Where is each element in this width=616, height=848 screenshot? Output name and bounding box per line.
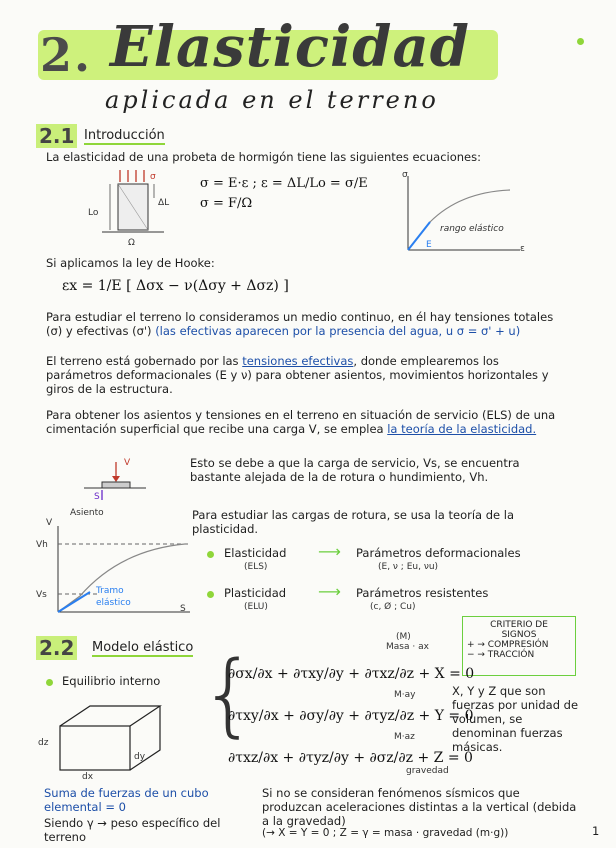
probeta-omega: Ω: [128, 238, 135, 248]
accel-ay: M·ay: [394, 690, 416, 700]
probeta-sigma: σ: [150, 172, 156, 182]
elasticity-code: (ELS): [244, 562, 268, 572]
hooke-equation: εx = 1/E [ Δσx − ν(Δσy + Δσz) ]: [62, 278, 289, 294]
sign-criterion-box: CRITERIO DE SIGNOS + → COMPRESIÓN − → TRACCIÓN: [462, 616, 576, 676]
gravity-note: gravedad: [406, 766, 449, 776]
stress-strain-graph: [400, 170, 530, 255]
page-number: 1: [592, 824, 600, 838]
bullet-dot: [207, 591, 214, 598]
arrow-right-icon: ⟶: [318, 542, 341, 561]
graph2-x-label: S: [180, 604, 186, 614]
graph2-vs-label: Vs: [36, 590, 47, 600]
section-number: 2.2: [36, 636, 77, 660]
plasticity-result: Parámetros resistentes: [356, 586, 489, 600]
section-title: Modelo elástico: [92, 640, 194, 655]
stress-equation: σ = F/Ω: [200, 196, 253, 211]
service-paragraph: Para obtener los asientos y tensiones en el terreno en situación de servicio (ELS) de una cimentación superficial que recibe una carga V, se emplea la teoría de la elasticidad.: [46, 408, 556, 436]
accel-az: M·az: [394, 732, 415, 742]
elemental-cube: [46, 700, 176, 784]
intro-paragraph: La elasticidad de una probeta de hormigón tiene las siguientes ecuaciones:: [46, 150, 481, 164]
equilibrium-equation-x: ∂σx/∂x + ∂τxy/∂y + ∂τxz/∂z + X = 0: [228, 666, 475, 682]
hooke-intro: Si aplicamos la ley de Hooke:: [46, 256, 215, 270]
graph1-e-label: E: [426, 240, 432, 250]
chapter-number: 2.: [40, 28, 93, 82]
graph1-y-label: σ: [402, 170, 408, 180]
decorative-dot: [577, 38, 584, 45]
section-title: Introducción: [84, 128, 165, 143]
arrow-right-icon: ⟶: [318, 582, 341, 601]
equilibrium-equation-z: ∂τxz/∂x + ∂τyz/∂y + ∂σz/∂z + Z = 0: [228, 750, 473, 766]
probeta-dl: ΔL: [158, 198, 170, 208]
graph2-y-label: V: [46, 518, 53, 528]
chapter-subtitle: aplicada en el terreno: [105, 86, 439, 114]
brace: {: [200, 642, 258, 747]
equilibrium-equation-y: ∂τxy/∂x + ∂σy/∂y + ∂τyz/∂z + Y = 0: [228, 708, 474, 724]
bullet-dot: [207, 551, 214, 558]
graph1-x-label: ε: [520, 244, 525, 254]
cube-dy: dy: [134, 752, 146, 762]
mass-note: Masa · ax: [386, 642, 429, 652]
footing-diagram: [80, 458, 150, 512]
elasticity-bullet: Elasticidad: [224, 546, 287, 560]
footing-settlement-label: Asiento: [70, 508, 104, 518]
cube-dx: dx: [82, 772, 94, 782]
footing-v-label: V: [124, 458, 131, 468]
graph1-range-label: rango elástico: [440, 224, 504, 234]
effective-stress-paragraph: El terreno está gobernado por las tensiones efectivas, donde emplearemos los parámetros deformacionales (E y ν) para obtener asientos, movimientos horizontales y giros de la estructura.: [46, 354, 549, 396]
bullet-dot: [46, 679, 53, 686]
gravity-equation: (→ X = Y = 0 ; Z = γ = masa · gravedad (m·g)): [262, 827, 509, 839]
probeta-l0: Lo: [88, 208, 99, 218]
plasticity-params: (c, Ø ; Cu): [370, 602, 416, 612]
graph2-vh-label: Vh: [36, 540, 48, 550]
cube-dz: dz: [38, 738, 49, 748]
mass-m-label: (M): [396, 632, 411, 642]
continuum-paragraph: Para estudiar el terreno lo consideramos un medio continuo, en él hay tensiones totales (σ) y efectivas (σ') (las efectivas aparecen por la presencia del agua, u σ = σ' + u): [46, 310, 554, 338]
service-load-paragraph: Esto se debe a que la carga de servicio, Vs, se encuentra bastante alejada de la de rotura o hundimiento, Vh.: [190, 456, 520, 484]
mass-forces-note: X, Y y Z que son fuerzas por unidad de volumen, se denominan fuerzas másicas.: [452, 684, 579, 754]
plasticity-bullet: Plasticidad: [224, 586, 287, 600]
seismic-note: Si no se consideran fenómenos sísmicos que produzcan aceleraciones distintas a la vertical (debida a la gravedad): [262, 786, 577, 828]
elasticity-params: (E, ν ; Eu, νu): [378, 562, 439, 572]
elasticity-result: Parámetros deformacionales: [356, 546, 521, 560]
chapter-title: Elasticidad: [110, 14, 470, 80]
footing-s-label: S: [94, 492, 100, 502]
section-number: 2.1: [36, 124, 77, 148]
elasticity-equation: σ = E·ε ; ε = ΔL/Lo = σ/E: [200, 176, 368, 191]
plasticity-paragraph: Para estudiar las cargas de rotura, se usa la teoría de la plasticidad.: [192, 508, 515, 536]
sum-forces-note: Suma de fuerzas de un cubo elemental = 0: [44, 786, 209, 814]
plasticity-code: (ELU): [244, 602, 268, 612]
specific-weight-note: Siendo γ → peso específico del terreno: [44, 816, 221, 844]
graph2-elastic-label: elástico: [96, 598, 131, 608]
internal-equilibrium: Equilibrio interno: [62, 674, 161, 688]
graph2-tramo-label: Tramo: [96, 586, 124, 596]
